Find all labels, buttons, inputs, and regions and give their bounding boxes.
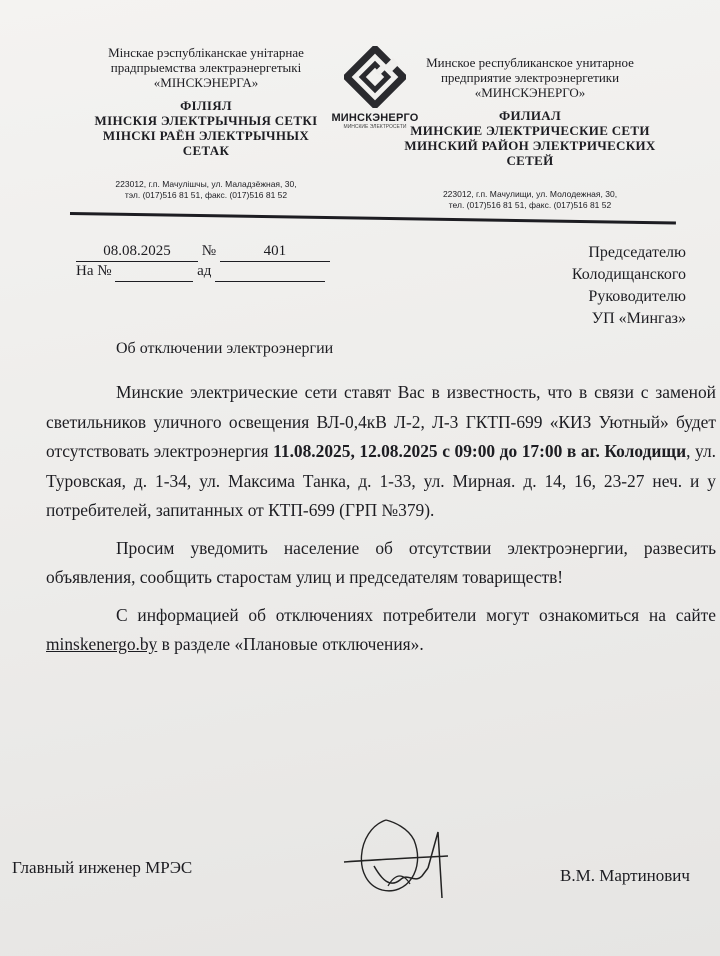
header-left-belarusian — [70, 46, 342, 202]
website-info-tail: в разделе «Плановые отключения». — [157, 634, 424, 654]
handwritten-signature — [330, 810, 470, 910]
address-ru — [386, 189, 674, 212]
branch-line: СЕТЕЙ — [506, 152, 554, 168]
registration-date-row — [76, 242, 330, 262]
letter-body — [46, 378, 716, 668]
outage-date-time-place: 11.08.2025, 12.08.2025 с 09:00 до 17:00 в аг. Колодищи — [273, 441, 687, 461]
logo-brand-text: МИНСКЭНЕРГО — [331, 112, 419, 124]
registration-ref-row — [76, 262, 330, 282]
outage-text: Минские электрические сети ставят Вас в известность, что в связи с заменой светильников уличного освещения ВЛ-0,4кВ Л-2, Л-3 ГКТП-699 «КИЗ Уютный» будет отсутствовать электроэнергия — [46, 382, 716, 461]
paragraph-outage-notice — [46, 378, 716, 526]
branch-line: СЕТАК — [182, 142, 230, 158]
org-line: прадпрыемства электраэнергетыкі — [110, 59, 302, 75]
ref-from-label: ад — [197, 263, 212, 279]
registration-block — [76, 242, 330, 282]
branch-line: МИНСКИЙ РАЙОН ЭЛЕКТРИЧЕСКИХ — [404, 137, 656, 153]
org-line: предприятие электроэнергетики — [440, 69, 620, 85]
website-link[interactable]: minskenergo.by — [46, 634, 158, 654]
number-label: № — [201, 243, 217, 259]
branch-name-ru — [386, 109, 674, 169]
address-line: 223012, г.п. Мачулішчы, ул. Маладзёжная, 30, — [115, 178, 297, 189]
address-line: тэл. (017)516 81 51, факс. (017)516 81 52 — [124, 190, 288, 201]
address-line: 223012, г.п. Мачулищи, ул. Молодежная, 30, — [442, 188, 618, 199]
ref-label: На № — [76, 263, 112, 279]
signatory-name: В.М. Мартинович — [560, 866, 690, 885]
website-info-text: С информацией об отключениях потребители могут ознакомиться на сайте — [116, 604, 716, 625]
address-line: тел. (017)516 81 51, факс. (017)516 81 52 — [448, 200, 612, 211]
org-line: Минское республиканское унитарное — [426, 55, 634, 70]
logo-slogan-text: МИНСКИЕ ЭЛЕКТРОСЕТИ — [343, 124, 407, 130]
letter-subject: Об отключении электроэнергии — [116, 340, 334, 357]
ref-date-field — [215, 262, 325, 282]
org-name-ru — [386, 56, 674, 101]
org-name-by — [70, 46, 342, 91]
signatory-title: Главный инженер МРЭС — [12, 858, 193, 877]
branch-line: МІНСКІЯ ЭЛЕКТРЫЧНЫЯ СЕТКІ — [94, 112, 318, 128]
addressee-line: Колодищанского — [571, 266, 686, 283]
ref-number-field — [115, 262, 193, 282]
addressee-line: Руководителю — [588, 288, 686, 305]
paragraph-request: Просим уведомить население об отсутствии электроэнергии, развесить объявления, сообщить старостам улиц и председателям товариществ! — [46, 537, 716, 587]
branch-name-by — [70, 99, 342, 159]
branch-line: ФИЛИАЛ — [499, 107, 561, 123]
org-line: «МИНСКЭНЕРГО» — [474, 84, 586, 100]
addressee-block — [470, 242, 686, 330]
branch-line: ФІЛІЯЛ — [180, 97, 232, 113]
header-divider — [70, 212, 676, 225]
addressee-line: Председателю — [588, 244, 686, 261]
address-by — [70, 179, 342, 202]
branch-line: МИНСКИЕ ЭЛЕКТРИЧЕСКИЕ СЕТИ — [410, 122, 650, 138]
org-line: Мінскае рэспубліканскае унітарнае — [108, 45, 304, 60]
org-line: «МІНСКЭНЕРГА» — [153, 74, 259, 90]
branch-line: МІНСКІ РАЁН ЭЛЕКТРЫЧНЫХ — [102, 127, 310, 143]
letter-number: 401 — [220, 242, 330, 262]
letter-date: 08.08.2025 — [76, 242, 198, 262]
paragraph-website-info — [46, 601, 716, 660]
header-right-russian — [386, 56, 674, 212]
addressee-line: УП «Мингаз» — [591, 310, 686, 327]
outage-addresses: , ул. Туровская, д. 1-34, ул. Максима Танка, д. 1-33, ул. Мирная. д. 14, 16, 23-27 неч. и у потребителей, запитанных от КТП-699 (ГРП №379). — [46, 441, 716, 520]
